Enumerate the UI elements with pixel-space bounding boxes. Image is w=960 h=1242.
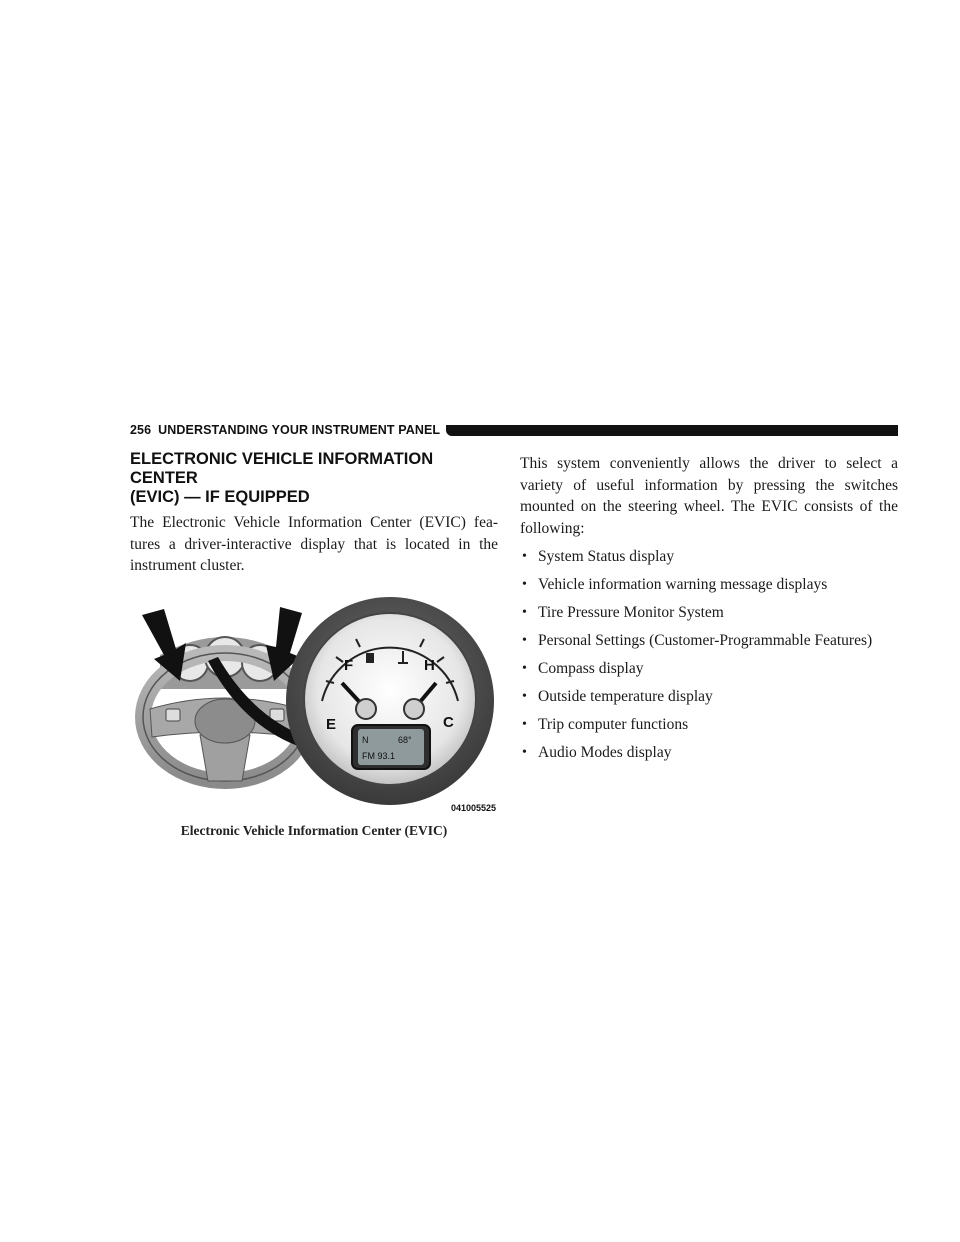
section-title-header: UNDERSTANDING YOUR INSTRUMENT PANEL — [158, 423, 441, 437]
header-rule — [446, 425, 898, 436]
bullet-icon: • — [522, 745, 527, 760]
bullet-icon: • — [522, 549, 527, 564]
list-item — [520, 686, 898, 708]
fuel-pump-icon — [366, 653, 374, 663]
fuel-full-label: F — [344, 656, 354, 674]
left-column — [130, 450, 498, 839]
bullet-icon: • — [522, 717, 527, 732]
list-item-text: Trip computer functions — [538, 716, 689, 733]
list-item-text: Compass display — [538, 660, 644, 677]
figure-code: 041005525 — [450, 802, 496, 813]
heading-line-2: (EVIC) — IF EQUIPPED — [130, 488, 310, 506]
page-number: 256 — [130, 423, 152, 437]
bullet-icon: • — [522, 605, 527, 620]
list-item — [520, 546, 898, 568]
bullet-icon: • — [522, 689, 527, 704]
bullet-icon: • — [522, 633, 527, 648]
right-column — [520, 453, 898, 770]
gauge-cluster-icon — [286, 597, 494, 805]
system-paragraph: This system conveniently allows the driver to select a variety of useful information by pressing the switches mounted on the steering wheel. The EVIC consists of the following: — [520, 455, 898, 537]
list-item — [520, 602, 898, 624]
temp-cold-label: C — [443, 713, 454, 731]
list-item — [520, 742, 898, 764]
list-item-text: Outside temperature display — [538, 688, 713, 705]
intro-paragraph: The Electronic Vehicle Information Center (EVIC) fea- tures a driver-interactive display that is located in the instrument cluster. — [130, 514, 498, 574]
list-item-text: Personal Settings (Customer-Programmable Features) — [538, 632, 873, 649]
display-mode: N — [362, 734, 369, 745]
feature-list — [520, 546, 898, 764]
bullet-icon: • — [522, 661, 527, 676]
temp-hot-label: H — [424, 656, 435, 674]
list-item — [520, 658, 898, 680]
list-item-text: Tire Pressure Monitor System — [538, 604, 724, 621]
section-heading — [130, 450, 498, 507]
list-item-text: Audio Modes display — [538, 744, 672, 761]
figure-caption: Electronic Vehicle Information Center (EVIC) — [180, 822, 448, 838]
list-item-text: System Status display — [538, 548, 675, 565]
evic-illustration — [130, 597, 498, 817]
list-item — [520, 574, 898, 596]
heading-line-1: ELECTRONIC VEHICLE INFORMATION CENTER — [130, 450, 434, 487]
list-item — [520, 630, 898, 652]
display-radio: FM 93.1 — [362, 750, 396, 761]
fuel-empty-label: E — [326, 715, 337, 733]
display-temperature: 68° — [398, 734, 412, 745]
page-header — [130, 422, 898, 438]
bullet-icon: • — [522, 577, 527, 592]
list-item — [520, 714, 898, 736]
evic-figure — [130, 597, 498, 817]
list-item-text: Vehicle information warning message displays — [538, 576, 828, 593]
